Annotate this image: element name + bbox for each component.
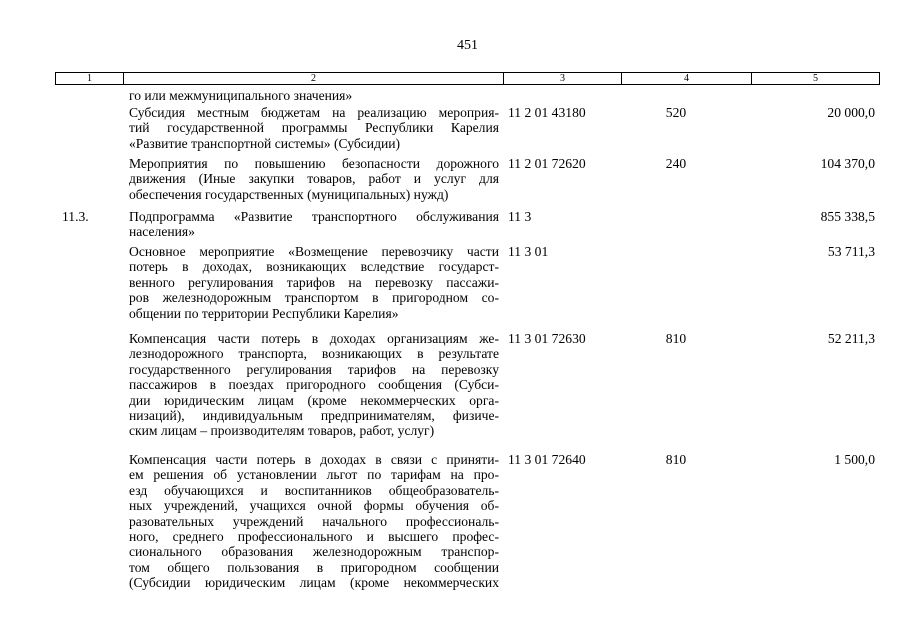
- header-col-5: 5: [751, 73, 879, 84]
- text-line: Компенсация части потерь в доходах в связи с приняти-: [129, 452, 499, 467]
- header-col-1: 1: [87, 73, 92, 84]
- row-description: [129, 88, 499, 103]
- text-line: пассажиров в поездах пригородного сообщения (Субси-: [129, 377, 499, 393]
- text-line: (Субсидии юридическим лицам (кроме некоммерческих: [129, 575, 499, 591]
- text-line: езд обучающихся и воспитанников общеобразователь-: [129, 482, 499, 498]
- text-line: Компенсация части потерь в доходах организациям же-: [129, 331, 499, 346]
- row-code: 11 3 01: [508, 244, 549, 259]
- row-type: 810: [665, 452, 687, 467]
- text-line: общении по территории Республики Карелия»: [129, 305, 399, 321]
- row-number: 11.3.: [62, 209, 89, 224]
- row-type: 520: [665, 105, 687, 120]
- header-col-3: 3: [503, 73, 621, 84]
- table-header: [55, 72, 880, 85]
- text-line: тий государственной программы Республики Карелия: [129, 120, 499, 136]
- row-description: [129, 452, 499, 591]
- header-col-4: 4: [621, 73, 751, 84]
- text-line: ем решения об установлении льгот по тарифам на про-: [129, 467, 499, 483]
- row-description: [129, 244, 499, 321]
- row-description: [129, 209, 499, 240]
- row-amount: 1 500,0: [834, 452, 875, 467]
- row-amount: 53 711,3: [827, 244, 875, 259]
- row-amount: 104 370,0: [820, 156, 875, 171]
- text-line: ским лицам – производителям товаров, работ, услуг): [129, 423, 435, 439]
- text-line: низаций), индивидуальным предпринимателям, физиче-: [129, 408, 499, 424]
- row-amount: 20 000,0: [827, 105, 875, 120]
- text-line: том общего пользования в пригородном сообщении: [129, 559, 499, 575]
- row-code: 11 3: [508, 209, 532, 224]
- row-code: 11 2 01 43180: [508, 105, 586, 120]
- row-type: 240: [665, 156, 687, 171]
- text-line: сионального образования железнодорожным транспор-: [129, 544, 499, 560]
- text-line: Мероприятия по повышению безопасности дорожного: [129, 156, 499, 171]
- page-number: 451: [457, 38, 478, 53]
- text-line: ного, среднего профессионального и высшего профес-: [129, 529, 499, 545]
- text-line: государственного регулирования тарифов на перевозку: [129, 361, 499, 377]
- row-description: [129, 105, 499, 151]
- text-line: населения»: [129, 224, 195, 240]
- text-line: венного регулирования тарифов на перевозку пассажи-: [129, 274, 499, 290]
- text-line: движения (Иные закупки товаров, работ и услуг для: [129, 171, 499, 187]
- row-amount: 855 338,5: [820, 209, 875, 224]
- header-col-2: 2: [123, 73, 503, 84]
- row-code: 11 2 01 72620: [508, 156, 586, 171]
- row-code: 11 3 01 72640: [508, 452, 586, 467]
- row-description: [129, 156, 499, 202]
- text-line: Основное мероприятие «Возмещение перевозчику части: [129, 244, 499, 259]
- text-line: Подпрограмма «Развитие транспортного обслуживания: [129, 209, 499, 224]
- text-line: ных учреждений, учащихся очной формы обучения об-: [129, 498, 499, 514]
- row-description: [129, 331, 499, 439]
- text-line: Субсидия местным бюджетам на реализацию мероприя-: [129, 105, 499, 120]
- text-line: ров железнодорожным транспортом в пригородном со-: [129, 290, 499, 306]
- text-line: лезнодорожного транспорта, возникающих в результате: [129, 346, 499, 362]
- text-line: разовательных учреждений начального профессиональ-: [129, 513, 499, 529]
- text-line: «Развитие транспортной системы» (Субсидии): [129, 135, 401, 151]
- text-line: потерь в доходах, возникающих вследствие государст-: [129, 259, 499, 275]
- row-amount: 52 211,3: [827, 331, 875, 346]
- row-code: 11 3 01 72630: [508, 331, 586, 346]
- text-line: дии юридическим лицам (кроме некоммерческих орга-: [129, 392, 499, 408]
- text-line: го или межмуниципального значения»: [129, 88, 353, 103]
- row-type: 810: [665, 331, 687, 346]
- text-line: обеспечения государственных (муниципальных) нужд): [129, 186, 449, 202]
